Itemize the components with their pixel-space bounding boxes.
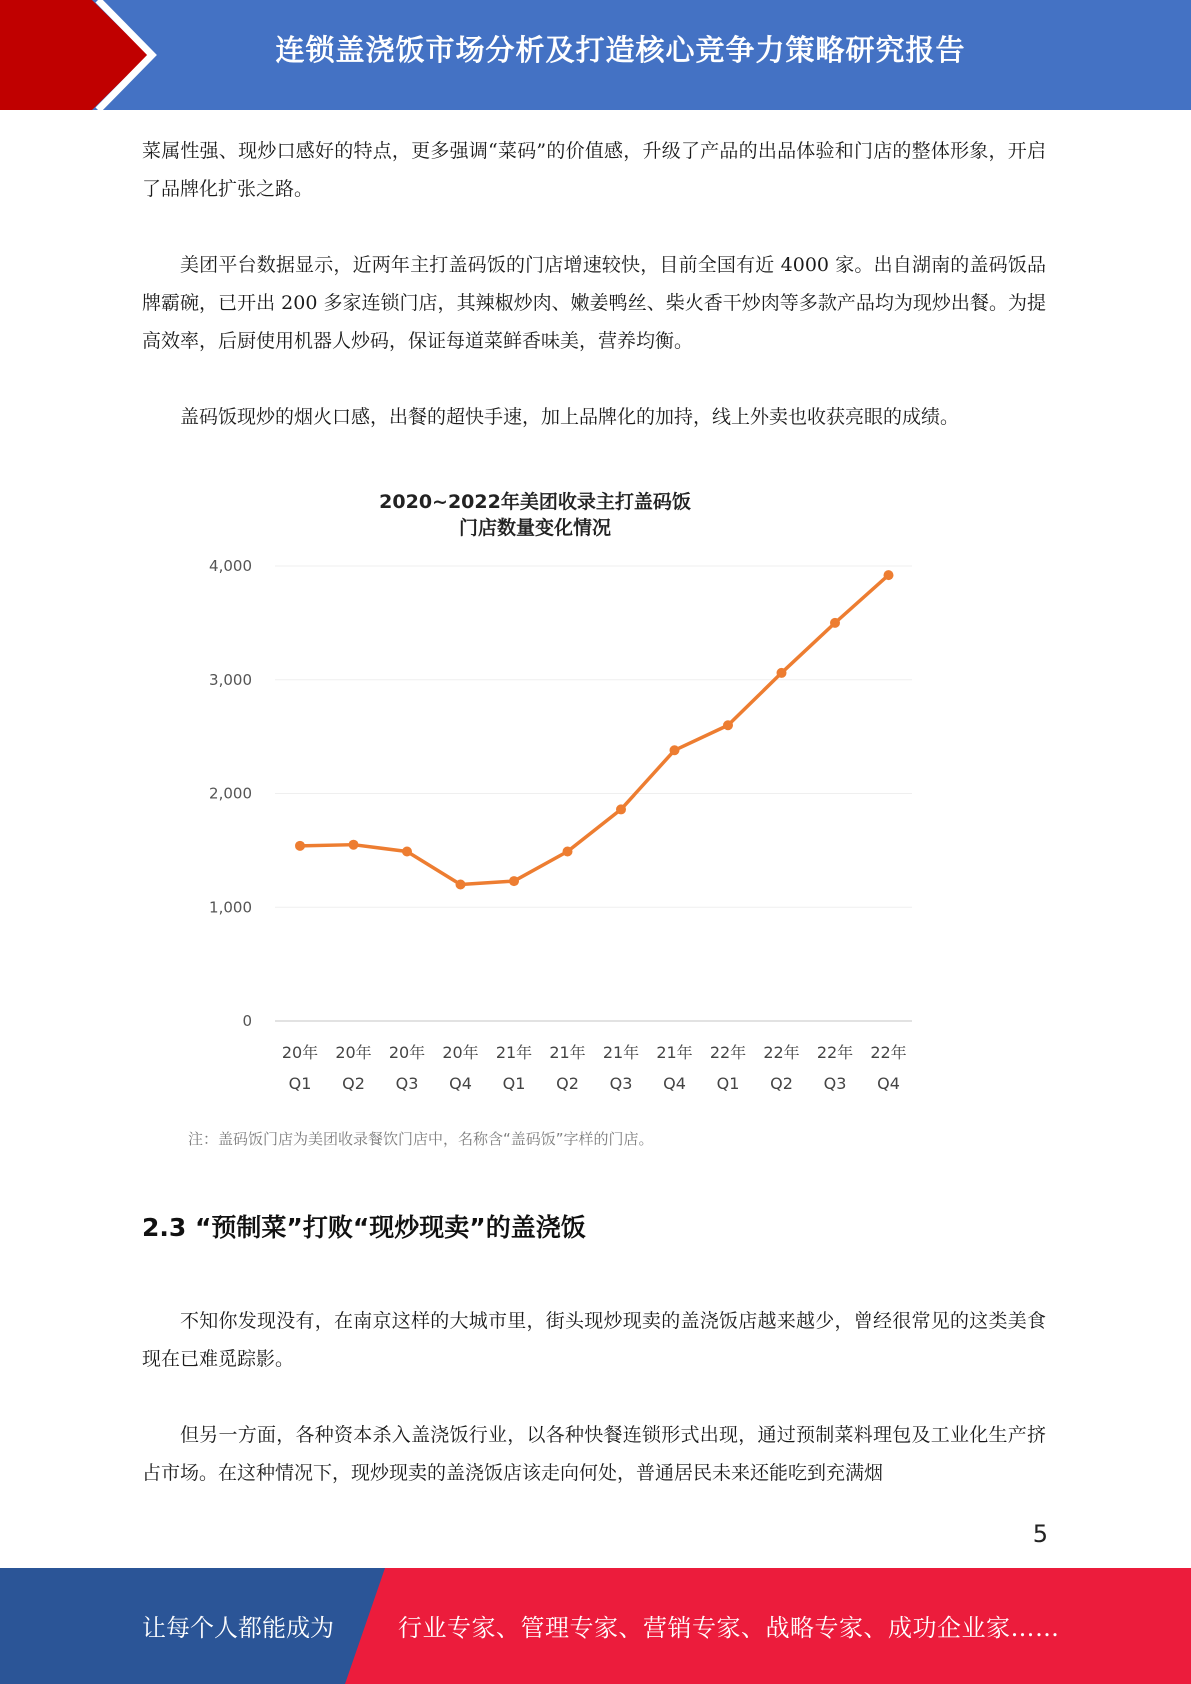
page-number: 5: [1032, 1520, 1048, 1548]
x-tick-label-quarter: Q2: [342, 1074, 365, 1093]
y-tick-label: 1,000: [209, 898, 252, 917]
x-tick-label-year: 20年: [281, 1043, 319, 1062]
footer-slogan-lead: 让每个人都能成为: [142, 1614, 334, 1642]
x-tick-label-quarter: Q4: [449, 1074, 472, 1093]
y-tick-label: 4,000: [209, 557, 252, 575]
data-point: [402, 847, 412, 857]
y-tick-label: 3,000: [209, 670, 252, 689]
data-point: [670, 745, 680, 755]
section-heading-2-3: 2.3 “预制菜”打败“现炒现卖”的盖浇饭: [142, 1213, 586, 1242]
paragraph-online-delivery: 盖码饭现炒的烟火口感，出餐的超快手速，加上品牌化的加持，线上外卖也收获亮眼的成绩。: [180, 406, 960, 428]
report-title: 连锁盖浇饭市场分析及打造核心竞争力策略研究报告: [275, 33, 966, 67]
chart-title-line2: 门店数量变化情况: [458, 517, 612, 539]
x-tick-label-year: 20年: [335, 1043, 372, 1062]
x-tick-label-year: 21年: [495, 1043, 533, 1062]
paragraph-intro-continuation: 菜属性强、现炒口感好的特点，更多强调“菜码”的价值感，升级了产品的出品体验和门店的整体形象，开启了品牌化扩张之路。: [142, 140, 1046, 200]
x-tick-label-year: 20年: [442, 1043, 479, 1062]
x-tick-label-quarter: Q1: [502, 1074, 526, 1093]
data-point: [884, 570, 894, 580]
data-point: [723, 720, 733, 730]
series-line: [300, 575, 889, 884]
data-point: [349, 840, 359, 850]
data-point: [777, 668, 787, 678]
x-tick-label-quarter: Q2: [556, 1074, 579, 1093]
x-tick-label-quarter: Q1: [716, 1074, 740, 1093]
x-tick-label-quarter: Q1: [288, 1074, 312, 1093]
x-tick-label-quarter: Q4: [663, 1074, 686, 1093]
store-count-line-chart: [180, 480, 940, 1100]
y-tick-label: 2,000: [209, 784, 252, 803]
x-tick-label-year: 22年: [763, 1043, 800, 1062]
x-tick-label-year: 21年: [602, 1043, 640, 1062]
y-tick-label: 0: [242, 1012, 252, 1030]
x-tick-label-quarter: Q4: [877, 1074, 900, 1093]
x-tick-label-quarter: Q3: [395, 1074, 419, 1093]
paragraph-capital-entry: 但另一方面，各种资本杀入盖浇饭行业，以各种快餐连锁形式出现，通过预制菜料理包及工业化生产挤占市场。在这种情况下，现炒现卖的盖浇饭店该走向何处，普通居民未来还能吃到充满烟: [142, 1424, 1046, 1484]
data-point: [830, 618, 840, 628]
x-tick-label-year: 20年: [388, 1043, 426, 1062]
footer-slogan-roles: 行业专家、管理专家、营销专家、战略专家、成功企业家……: [398, 1614, 1060, 1642]
x-tick-label-year: 22年: [870, 1043, 907, 1062]
x-tick-label-year: 21年: [656, 1043, 693, 1062]
data-point: [295, 841, 305, 851]
data-point: [509, 876, 519, 886]
paragraph-nanjing: 不知你发现没有，在南京这样的大城市里，街头现炒现卖的盖浇饭店越来越少，曾经很常见的这类美食现在已难觅踪影。: [142, 1310, 1046, 1370]
x-tick-label-year: 22年: [709, 1043, 747, 1062]
paragraph-meituan-data: 美团平台数据显示，近两年主打盖码饭的门店增速较快，目前全国有近 4000 家。出自湖南的盖码饭品牌霸碗，已开出 200 多家连锁门店，其辣椒炒肉、嫩姜鸭丝、柴火香干炒肉等多款产品均为现炒出餐。为提高效率，后厨使用机器人炒码，保证每道菜鲜香味美，营养均衡。: [142, 254, 1046, 352]
x-tick-label-quarter: Q3: [823, 1074, 847, 1093]
chart-title-line1: 2020~2022年美团收录主打盖码饭: [379, 491, 691, 513]
x-tick-label-quarter: Q3: [609, 1074, 633, 1093]
x-tick-label-year: 21年: [549, 1043, 586, 1062]
data-point: [456, 880, 466, 890]
page-header: [0, 0, 1191, 110]
page-footer: [0, 1568, 1191, 1684]
x-tick-label-quarter: Q2: [770, 1074, 793, 1093]
data-point: [563, 847, 573, 857]
chart-footnote: 注：盖码饭门店为美团收录餐饮门店中，名称含“盖码饭”字样的门店。: [188, 1130, 654, 1148]
x-tick-label-year: 22年: [816, 1043, 854, 1062]
data-point: [616, 804, 626, 814]
header-arrow-decoration: [0, 0, 200, 110]
